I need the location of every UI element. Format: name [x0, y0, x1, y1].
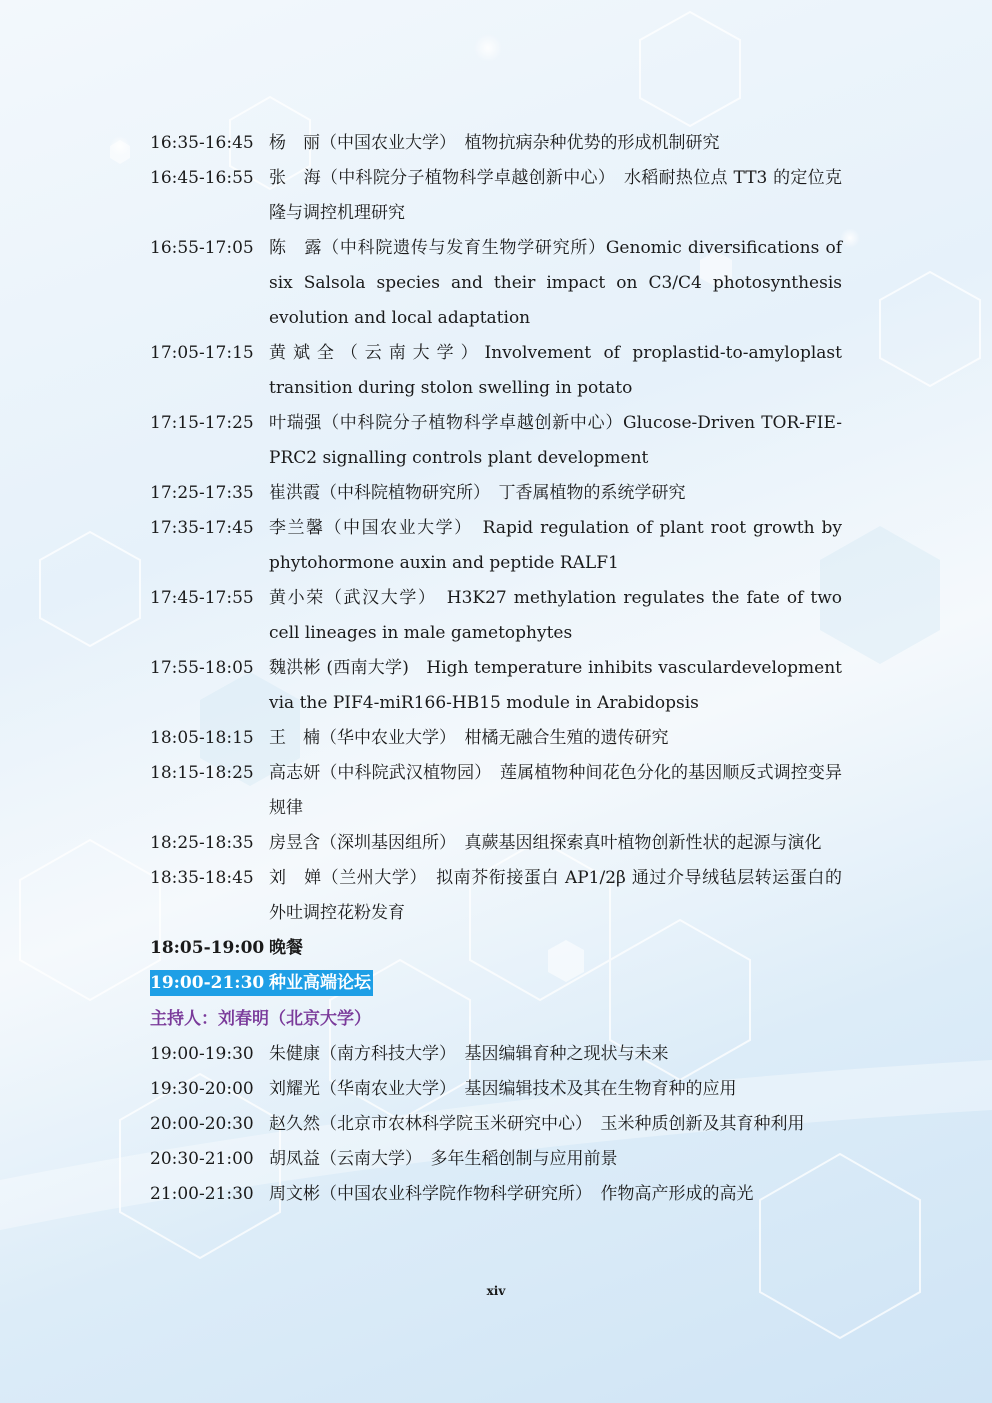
- schedule-row: [150, 1037, 842, 1072]
- talk-time: 20:00-20:30: [150, 1114, 254, 1134]
- talk-speaker-title: 李兰馨（中国农业大学） Rapid regulation of plant root growth by phytohormone auxin and peptide RALF1: [269, 518, 842, 573]
- talk-time: 21:00-21:30: [150, 1184, 254, 1204]
- schedule-row: [150, 581, 842, 651]
- schedule-list-evening: [150, 1037, 842, 1212]
- talk-time: 19:00-19:30: [150, 1044, 254, 1064]
- dinner-label: 晚餐: [269, 938, 303, 958]
- talk-speaker-title: 高志妍（中科院武汉植物园） 莲属植物种间花色分化的基因顺反式调控变异规律: [269, 763, 842, 818]
- talk-speaker-title: 周文彬（中国农业科学院作物科学研究所） 作物高产形成的高光: [269, 1184, 754, 1204]
- session-host: 主持人：刘春明（北京大学）: [150, 1009, 371, 1029]
- talk-speaker-title: 胡凤益（云南大学） 多年生稻创制与应用前景: [269, 1149, 618, 1169]
- talk-time: 18:25-18:35: [150, 833, 254, 853]
- talk-speaker-title: 张 海（中科院分子植物科学卓越创新中心） 水稻耐热位点 TT3 的定位克隆与调控机理研究: [269, 168, 842, 223]
- talk-time: 20:30-21:00: [150, 1149, 254, 1169]
- talk-time: 17:15-17:25: [150, 413, 254, 433]
- schedule-row: [150, 861, 842, 931]
- schedule-row: [150, 231, 842, 336]
- talk-time: 17:45-17:55: [150, 588, 254, 608]
- schedule-row: [150, 161, 842, 231]
- talk-time: 17:55-18:05: [150, 658, 254, 678]
- schedule-row: [150, 511, 842, 581]
- schedule-row: [150, 1177, 842, 1212]
- schedule-row: [150, 406, 842, 476]
- section-title: 种业高端论坛: [269, 973, 371, 993]
- schedule-row: [150, 756, 842, 826]
- schedule-row: [150, 721, 842, 756]
- talk-time: 18:35-18:45: [150, 868, 254, 888]
- schedule-row: [150, 826, 842, 861]
- talk-speaker-title: 朱健康（南方科技大学） 基因编辑育种之现状与未来: [269, 1044, 669, 1064]
- talk-speaker-title: 黄小荣（武汉大学） H3K27 methylation regulates the fate of two cell lineages in male gametophytes: [269, 588, 842, 643]
- talk-speaker-title: 魏洪彬 (西南大学) High temperature inhibits vasculardevelopment via the PIF4-miR166-HB15 module in Arabidopsis: [269, 658, 842, 713]
- talk-speaker-title: 黄斌全（云南大学）Involvement of proplastid-to-amyloplast transition during stolon swelling in potato: [269, 343, 842, 398]
- talk-speaker-title: 房昱含（深圳基因组所） 真蕨基因组探索真叶植物创新性状的起源与演化: [269, 833, 822, 853]
- schedule: [150, 126, 842, 1212]
- section-time: 19:00-21:30: [150, 973, 265, 993]
- talk-time: 18:05-18:15: [150, 728, 254, 748]
- schedule-row: [150, 1142, 842, 1177]
- section-header-seed-forum: [150, 970, 373, 996]
- talk-time: 19:30-20:00: [150, 1079, 254, 1099]
- schedule-row: [150, 1107, 842, 1142]
- talk-time: 17:25-17:35: [150, 483, 254, 503]
- schedule-list-afternoon: [150, 126, 842, 931]
- talk-speaker-title: 刘 婵（兰州大学） 拟南芥衔接蛋白 AP1/2β 通过介导绒毡层转运蛋白的外吐调控花粉发育: [269, 868, 842, 923]
- schedule-row: [150, 651, 842, 721]
- schedule-row: [150, 336, 842, 406]
- talk-time: 17:35-17:45: [150, 518, 254, 538]
- talk-speaker-title: 赵久然（北京市农林科学院玉米研究中心） 玉米种质创新及其育种利用: [269, 1114, 805, 1134]
- talk-speaker-title: 崔洪霞（中科院植物研究所） 丁香属植物的系统学研究: [269, 483, 686, 503]
- talk-speaker-title: 刘耀光（华南农业大学） 基因编辑技术及其在生物育种的应用: [269, 1079, 737, 1099]
- talk-speaker-title: 杨 丽（中国农业大学） 植物抗病杂种优势的形成机制研究: [269, 133, 720, 153]
- talk-time: 16:45-16:55: [150, 168, 254, 188]
- talk-speaker-title: 王 楠（华中农业大学） 柑橘无融合生殖的遗传研究: [269, 728, 669, 748]
- page-number: xiv: [486, 1284, 506, 1298]
- talk-time: 17:05-17:15: [150, 343, 254, 363]
- schedule-row: [150, 476, 842, 511]
- talk-time: 16:55-17:05: [150, 238, 254, 258]
- talk-speaker-title: 陈 露（中科院遗传与发育生物学研究所）Genomic diversifications of six Salsola species and their impact on C3/C4 photosynthesis evolution and local adaptation: [269, 238, 842, 328]
- talk-time: 18:15-18:25: [150, 763, 254, 783]
- schedule-row: [150, 1072, 842, 1107]
- dinner-time: 18:05-19:00: [150, 938, 265, 958]
- talk-time: 16:35-16:45: [150, 133, 254, 153]
- schedule-row: [150, 126, 842, 161]
- dinner-row: [150, 931, 842, 966]
- talk-speaker-title: 叶瑞强（中科院分子植物科学卓越创新中心）Glucose-Driven TOR-FIE-PRC2 signalling controls plant development: [269, 413, 842, 468]
